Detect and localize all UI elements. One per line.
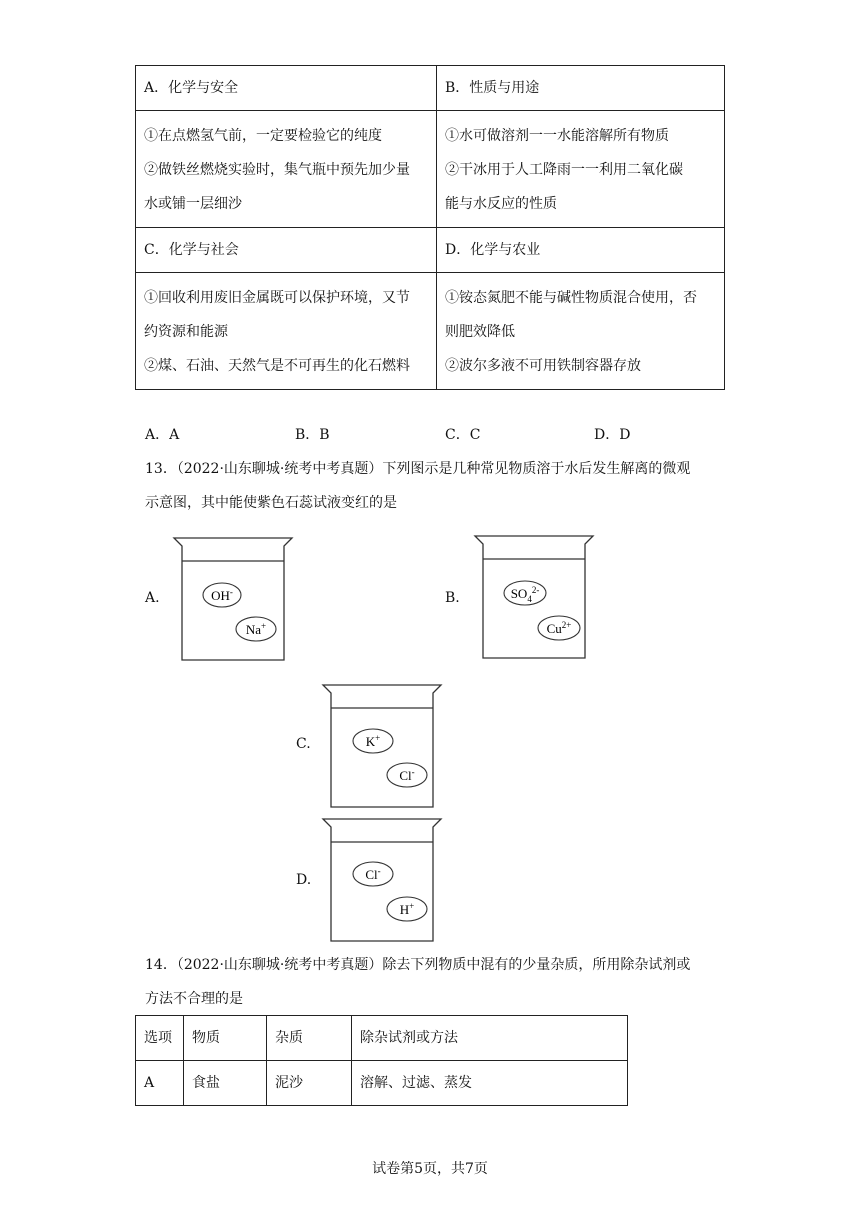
q12-option-c[interactable]: C．C [445,427,481,443]
q14-table [135,1015,628,1106]
cell-a-title: A．化学与安全 [136,66,437,111]
beaker-a-diagram [172,536,302,664]
beaker-outline [323,685,441,807]
cell-a-line: 水或铺一层细沙 [144,196,242,212]
page-footer: 试卷第5页，共7页 [372,1161,488,1177]
cell-d-title: D．化学与农业 [437,228,725,273]
cell-a-body [136,111,437,228]
cell-d-line: ①铵态氮肥不能与碱性物质混合使用，否 [445,290,697,306]
ion-label: $SO_4^{2-}$ [510,585,540,604]
table-cell: 泥沙 [267,1061,352,1106]
cell-d-line: 则肥效降低 [445,324,515,340]
q12-option-d[interactable]: D．D [594,427,631,443]
cell-c-line: ②煤、石油、天然气是不可再生的化石燃料 [144,358,410,374]
table-header-row [136,1016,628,1061]
beaker-outline [475,536,593,658]
q12-option-b[interactable]: B．B [295,427,330,443]
cell-d-body [437,273,725,390]
table-cell: A [136,1061,184,1106]
beaker-c-diagram [321,683,451,811]
ion-label: OH- [211,587,233,603]
table-header-cell: 选项 [136,1016,184,1061]
table-header-cell: 杂质 [267,1016,352,1061]
cell-b-line: 能与水反应的性质 [445,196,557,212]
table-header-cell: 除杂试剂或方法 [352,1016,628,1061]
cell-c-line: 约资源和能源 [144,324,228,340]
q13-question [145,452,690,520]
table-cell: 食盐 [184,1061,267,1106]
cell-a-line: ②做铁丝燃烧实验时，集气瓶中预先加少量 [144,162,410,178]
ion-label: K+ [365,733,381,749]
cell-b-title: B．性质与用途 [437,66,725,111]
ion-label: $Cu^{2+}$ [546,620,572,636]
beaker-d-diagram [321,817,451,945]
cell-c-body [136,273,437,390]
beaker-b-diagram [473,534,603,662]
q13-line: 示意图，其中能使紫色石蕊试液变红的是 [145,495,397,511]
beaker-a-label[interactable]: A. [145,590,160,606]
ion-label: H+ [399,901,415,917]
cell-d-line: ②波尔多液不可用铁制容器存放 [445,358,641,374]
cell-b-body [437,111,725,228]
cell-a-line: ①在点燃氢气前，一定要检验它的纯度 [144,128,382,144]
q14-line: 14．（2022·山东聊城·统考中考真题）除去下列物质中混有的少量杂质，所用除杂试剂或 [145,957,691,973]
ion-label: Na+ [245,621,267,637]
q12-table [135,65,725,390]
table-cell: 溶解、过滤、蒸发 [352,1061,628,1106]
beaker-d-label[interactable]: D. [296,872,312,888]
ion-label: Cl- [365,866,381,882]
cell-b-line: ①水可做溶剂一一水能溶解所有物质 [445,128,669,144]
beaker-outline [323,819,441,941]
table-row [136,1061,628,1106]
q14-line: 方法不合理的是 [145,991,243,1007]
q12-option-a[interactable]: A．A [145,427,180,443]
cell-c-line: ①回收利用废旧金属既可以保护环境，又节 [144,290,410,306]
beaker-c-label[interactable]: C. [296,736,311,752]
q14-question [145,948,690,1016]
beaker-outline [174,538,292,660]
table-header-cell: 物质 [184,1016,267,1061]
q13-line: 13．（2022·山东聊城·统考中考真题）下列图示是几种常见物质溶于水后发生解离的微观 [145,461,691,477]
beaker-b-label[interactable]: B. [445,590,460,606]
cell-c-title: C．化学与社会 [136,228,437,273]
ion-label: Cl- [399,767,415,783]
cell-b-line: ②干冰用于人工降雨一一利用二氧化碳 [445,162,683,178]
